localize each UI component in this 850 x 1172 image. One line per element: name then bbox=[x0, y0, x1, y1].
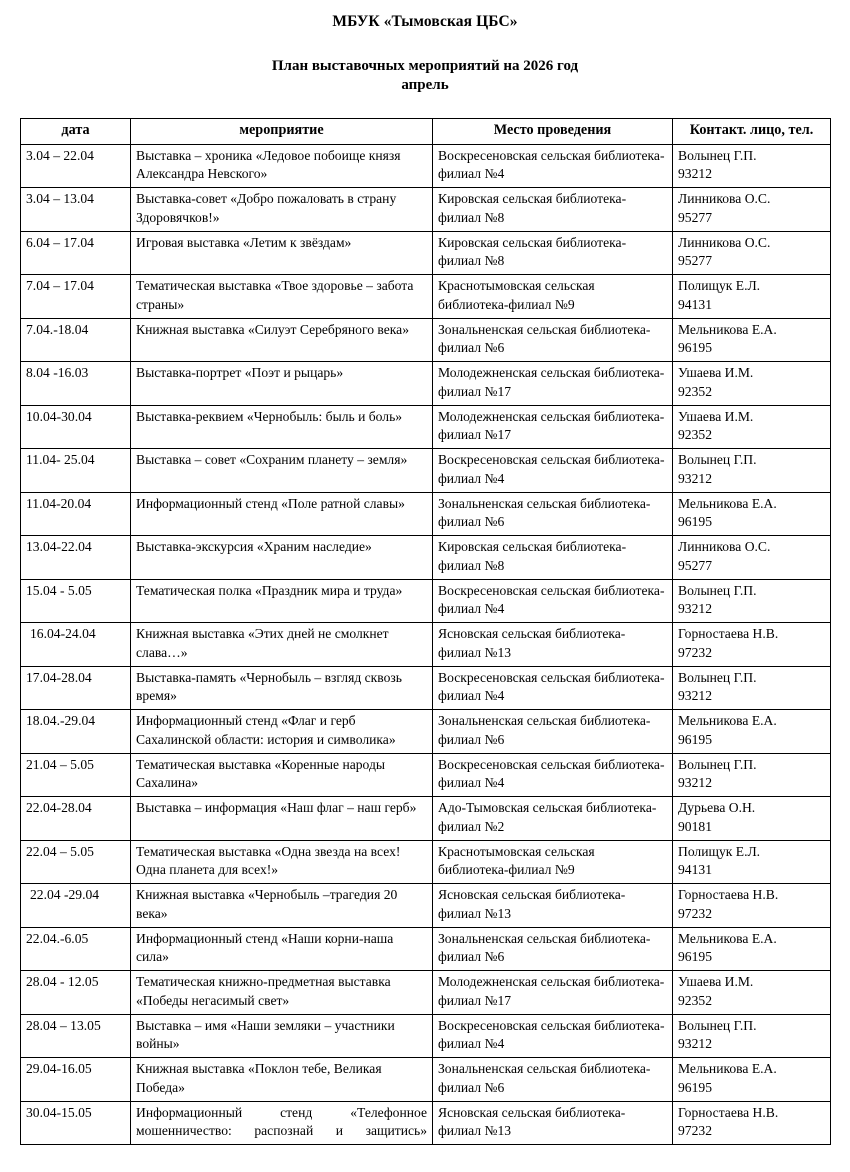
cell-contact bbox=[673, 405, 831, 449]
contact-person-name: Линникова О.С. bbox=[678, 539, 771, 555]
cell-date: 22.04.-6.05 bbox=[21, 927, 131, 971]
contact-person-name: Ушаева И.М. bbox=[678, 365, 754, 381]
cell-contact bbox=[673, 710, 831, 754]
cell-contact bbox=[673, 492, 831, 536]
cell-date: 7.04 – 17.04 bbox=[21, 275, 131, 319]
contact-person-name: Ушаева И.М. bbox=[678, 408, 754, 424]
cell-event: Тематическая выставка «Твое здоровье – забота страны» bbox=[131, 275, 433, 319]
schedule-table-container bbox=[20, 118, 830, 1145]
contact-person-phone: 96195 bbox=[678, 514, 712, 530]
cell-contact bbox=[673, 753, 831, 797]
contact-person-phone: 97232 bbox=[678, 644, 712, 660]
contact-person-name: Мельникова Е.А. bbox=[678, 713, 777, 729]
cell-place: Воскресеновская сельская библиотека-филиал №4 bbox=[433, 1014, 673, 1058]
contact-person-phone: 95277 bbox=[678, 209, 712, 225]
cell-place: Воскресеновская сельская библиотека-филиал №4 bbox=[433, 666, 673, 710]
cell-contact bbox=[673, 579, 831, 623]
contact-person-phone: 93212 bbox=[678, 166, 712, 182]
cell-event: Игровая выставка «Летим к звёздам» bbox=[131, 231, 433, 275]
cell-place: Воскресеновская сельская библиотека-филиал №4 bbox=[433, 753, 673, 797]
cell-contact bbox=[673, 971, 831, 1015]
cell-date: 6.04 – 17.04 bbox=[21, 231, 131, 275]
contact-person-name: Линникова О.С. bbox=[678, 234, 771, 250]
cell-date: 16.04-24.04 bbox=[21, 623, 131, 667]
table-row bbox=[21, 144, 831, 188]
cell-place: Адо-Тымовская сельская библиотека-филиал №2 bbox=[433, 797, 673, 841]
cell-date: 11.04-20.04 bbox=[21, 492, 131, 536]
cell-date: 22.04 – 5.05 bbox=[21, 840, 131, 884]
cell-contact bbox=[673, 1101, 831, 1145]
cell-event: Книжная выставка «Силуэт Серебряного века» bbox=[131, 318, 433, 362]
contact-person-name: Горностаева Н.В. bbox=[678, 1104, 779, 1120]
cell-contact bbox=[673, 318, 831, 362]
cell-event: Информационный стенд «Флаг и герб Сахалинской области: история и символика» bbox=[131, 710, 433, 754]
contact-person-phone: 92352 bbox=[678, 383, 712, 399]
cell-place: Воскресеновская сельская библиотека-филиал №4 bbox=[433, 144, 673, 188]
cell-date: 13.04-22.04 bbox=[21, 536, 131, 580]
cell-date: 8.04 -16.03 bbox=[21, 362, 131, 406]
cell-place: Молодежненская сельская библиотека-филиал №17 bbox=[433, 405, 673, 449]
table-row bbox=[21, 753, 831, 797]
cell-place: Молодежненская сельская библиотека-филиал №17 bbox=[433, 971, 673, 1015]
cell-date: 15.04 - 5.05 bbox=[21, 579, 131, 623]
column-header-date: дата bbox=[21, 119, 131, 145]
cell-event: Книжная выставка «Чернобыль –трагедия 20 века» bbox=[131, 884, 433, 928]
plan-month: апрель bbox=[401, 77, 449, 94]
cell-place: Воскресеновская сельская библиотека-филиал №4 bbox=[433, 449, 673, 493]
cell-contact bbox=[673, 144, 831, 188]
cell-place: Зональненская сельская библиотека-филиал №6 bbox=[433, 710, 673, 754]
cell-place: Зональненская сельская библиотека-филиал №6 bbox=[433, 318, 673, 362]
contact-person-name: Волынец Г.П. bbox=[678, 1017, 757, 1033]
contact-person-name: Полищук Е.Л. bbox=[678, 278, 761, 294]
cell-date: 7.04.-18.04 bbox=[21, 318, 131, 362]
cell-place: Воскресеновская сельская библиотека-филиал №4 bbox=[433, 579, 673, 623]
cell-date: 30.04-15.05 bbox=[21, 1101, 131, 1145]
contact-person-name: Мельникова Е.А. bbox=[678, 930, 777, 946]
table-row bbox=[21, 231, 831, 275]
table-header bbox=[21, 119, 831, 145]
cell-date: 21.04 – 5.05 bbox=[21, 753, 131, 797]
page-title: План выставочных мероприятий на 2026 год bbox=[271, 57, 579, 74]
cell-date: 18.04.-29.04 bbox=[21, 710, 131, 754]
cell-event: Выставка – совет «Сохраним планету – земля» bbox=[131, 449, 433, 493]
cell-event: Тематическая выставка «Одна звезда на всех! Одна планета для всех!» bbox=[131, 840, 433, 884]
contact-person-name: Ушаева И.М. bbox=[678, 974, 754, 990]
contact-person-phone: 93212 bbox=[678, 601, 712, 617]
table-row bbox=[21, 492, 831, 536]
cell-event: Информационный стенд «Поле ратной славы» bbox=[131, 492, 433, 536]
table-row bbox=[21, 710, 831, 754]
table-row bbox=[21, 579, 831, 623]
cell-event: Выставка – имя «Наши земляки – участники войны» bbox=[131, 1014, 433, 1058]
table-row bbox=[21, 1101, 831, 1145]
table-row bbox=[21, 927, 831, 971]
cell-event: Книжная выставка «Этих дней не смолкнет слава…» bbox=[131, 623, 433, 667]
table-row bbox=[21, 623, 831, 667]
table-body bbox=[21, 144, 831, 1145]
contact-person-name: Волынец Г.П. bbox=[678, 582, 757, 598]
cell-contact bbox=[673, 797, 831, 841]
table-row bbox=[21, 405, 831, 449]
cell-contact bbox=[673, 449, 831, 493]
table-row bbox=[21, 536, 831, 580]
cell-contact bbox=[673, 1014, 831, 1058]
table-row bbox=[21, 362, 831, 406]
column-header-contact: Контакт. лицо, тел. bbox=[673, 119, 831, 145]
contact-person-phone: 97232 bbox=[678, 1123, 712, 1139]
contact-person-phone: 93212 bbox=[678, 688, 712, 704]
contact-person-phone: 97232 bbox=[678, 905, 712, 921]
contact-person-phone: 95277 bbox=[678, 253, 712, 269]
contact-person-phone: 96195 bbox=[678, 949, 712, 965]
cell-event: Тематическая книжно-предметная выставка «Победы негасимый свет» bbox=[131, 971, 433, 1015]
contact-person-phone: 96195 bbox=[678, 340, 712, 356]
cell-event: Выставка-экскурсия «Храним наследие» bbox=[131, 536, 433, 580]
cell-place: Зональненская сельская библиотека-филиал №6 bbox=[433, 927, 673, 971]
contact-person-name: Линникова О.С. bbox=[678, 191, 771, 207]
table-row bbox=[21, 188, 831, 232]
cell-contact bbox=[673, 623, 831, 667]
contact-person-phone: 95277 bbox=[678, 557, 712, 573]
contact-person-phone: 93212 bbox=[678, 470, 712, 486]
table-header-row bbox=[21, 119, 831, 145]
cell-place: Краснотымовская сельская библиотека-филиал №9 bbox=[433, 275, 673, 319]
table-row bbox=[21, 1014, 831, 1058]
cell-date: 11.04- 25.04 bbox=[21, 449, 131, 493]
table-row bbox=[21, 449, 831, 493]
table-row bbox=[21, 666, 831, 710]
contact-person-name: Полищук Е.Л. bbox=[678, 843, 761, 859]
cell-date: 17.04-28.04 bbox=[21, 666, 131, 710]
cell-date: 28.04 – 13.05 bbox=[21, 1014, 131, 1058]
cell-event: Информационный стенд «Наши корни-наша сила» bbox=[131, 927, 433, 971]
table-row bbox=[21, 797, 831, 841]
cell-date: 29.04-16.05 bbox=[21, 1058, 131, 1102]
cell-contact bbox=[673, 362, 831, 406]
table-row bbox=[21, 971, 831, 1015]
table-row bbox=[21, 275, 831, 319]
table-row bbox=[21, 840, 831, 884]
contact-person-phone: 93212 bbox=[678, 775, 712, 791]
cell-date: 22.04-28.04 bbox=[21, 797, 131, 841]
cell-date: 10.04-30.04 bbox=[21, 405, 131, 449]
contact-person-phone: 92352 bbox=[678, 992, 712, 1008]
contact-person-name: Волынец Г.П. bbox=[678, 452, 757, 468]
contact-person-phone: 96195 bbox=[678, 731, 712, 747]
cell-place: Кировская сельская библиотека-филиал №8 bbox=[433, 231, 673, 275]
contact-person-name: Мельникова Е.А. bbox=[678, 1061, 777, 1077]
cell-contact bbox=[673, 188, 831, 232]
cell-place: Зональненская сельская библиотека-филиал №6 bbox=[433, 492, 673, 536]
contact-person-name: Волынец Г.П. bbox=[678, 147, 757, 163]
cell-contact bbox=[673, 840, 831, 884]
cell-contact bbox=[673, 884, 831, 928]
cell-event: Выставка-портрет «Поэт и рыцарь» bbox=[131, 362, 433, 406]
cell-event: Тематическая выставка «Коренные народы Сахалина» bbox=[131, 753, 433, 797]
cell-contact bbox=[673, 1058, 831, 1102]
column-header-place: Место проведения bbox=[433, 119, 673, 145]
cell-place: Кировская сельская библиотека-филиал №8 bbox=[433, 188, 673, 232]
cell-place: Молодежненская сельская библиотека-филиал №17 bbox=[433, 362, 673, 406]
cell-place: Ясновская сельская библиотека-филиал №13 bbox=[433, 623, 673, 667]
table-row bbox=[21, 884, 831, 928]
contact-person-phone: 96195 bbox=[678, 1079, 712, 1095]
contact-person-name: Волынец Г.П. bbox=[678, 756, 757, 772]
cell-place: Краснотымовская сельская библиотека-филиал №9 bbox=[433, 840, 673, 884]
contact-person-phone: 92352 bbox=[678, 427, 712, 443]
cell-event: Выставка – хроника «Ледовое побоище князя Александра Невского» bbox=[131, 144, 433, 188]
cell-contact bbox=[673, 231, 831, 275]
contact-person-name: Дурьева О.Н. bbox=[678, 800, 756, 816]
cell-event: Выставка-совет «Добро пожаловать в страну Здоровячков!» bbox=[131, 188, 433, 232]
organization-title: МБУК «Тымовская ЦБС» bbox=[332, 13, 518, 30]
contact-person-phone: 94131 bbox=[678, 862, 712, 878]
contact-person-name: Мельникова Е.А. bbox=[678, 495, 777, 511]
cell-contact bbox=[673, 536, 831, 580]
cell-event: Выставка-память «Чернобыль – взгляд сквозь время» bbox=[131, 666, 433, 710]
cell-date: 3.04 – 22.04 bbox=[21, 144, 131, 188]
table-row bbox=[21, 1058, 831, 1102]
contact-person-phone: 94131 bbox=[678, 296, 712, 312]
cell-event: Выставка-реквием «Чернобыль: быль и боль» bbox=[131, 405, 433, 449]
contact-person-name: Мельникова Е.А. bbox=[678, 321, 777, 337]
contact-person-name: Горностаева Н.В. bbox=[678, 626, 779, 642]
contact-person-name: Волынец Г.П. bbox=[678, 669, 757, 685]
cell-date: 28.04 - 12.05 bbox=[21, 971, 131, 1015]
cell-contact bbox=[673, 275, 831, 319]
cell-contact bbox=[673, 927, 831, 971]
cell-place: Ясновская сельская библиотека-филиал №13 bbox=[433, 884, 673, 928]
contact-person-phone: 90181 bbox=[678, 818, 712, 834]
cell-contact bbox=[673, 666, 831, 710]
contact-person-phone: 93212 bbox=[678, 1036, 712, 1052]
column-header-event: мероприятие bbox=[131, 119, 433, 145]
cell-event: Информационный стенд «Телефонное мошенничество: распознай и защитись» bbox=[131, 1101, 433, 1145]
cell-event: Выставка – информация «Наш флаг – наш герб» bbox=[131, 797, 433, 841]
cell-place: Кировская сельская библиотека-филиал №8 bbox=[433, 536, 673, 580]
document-header bbox=[0, 0, 850, 96]
cell-event: Книжная выставка «Поклон тебе, Великая Победа» bbox=[131, 1058, 433, 1102]
table-row bbox=[21, 318, 831, 362]
cell-place: Ясновская сельская библиотека-филиал №13 bbox=[433, 1101, 673, 1145]
cell-date: 3.04 – 13.04 bbox=[21, 188, 131, 232]
contact-person-name: Горностаева Н.В. bbox=[678, 887, 779, 903]
schedule-table bbox=[20, 118, 831, 1145]
cell-date: 22.04 -29.04 bbox=[21, 884, 131, 928]
cell-event: Тематическая полка «Праздник мира и труда» bbox=[131, 579, 433, 623]
cell-place: Зональненская сельская библиотека-филиал №6 bbox=[433, 1058, 673, 1102]
